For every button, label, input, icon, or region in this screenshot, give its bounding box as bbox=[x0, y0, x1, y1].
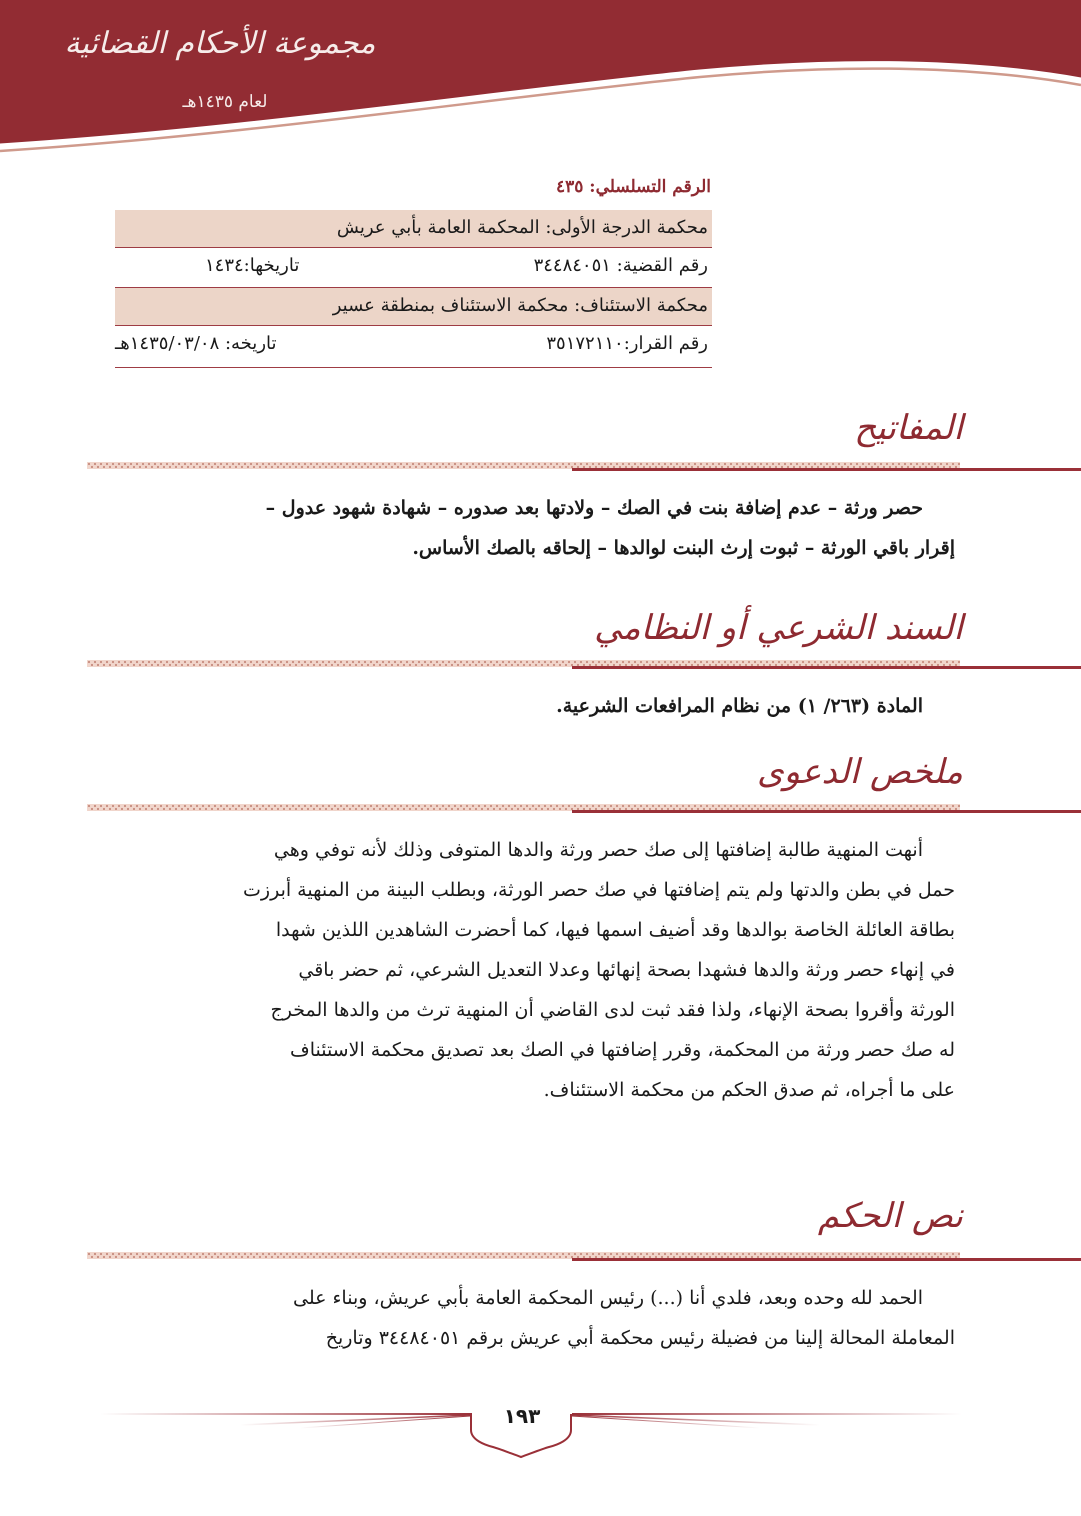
divider-line bbox=[572, 666, 1081, 669]
text-line: حصر ورثة – عدم إضافة بنت في الصك – ولادتها بعد صدوره – شهادة شهود عدول – bbox=[265, 497, 923, 519]
case-number: رقم القضية: ٣٤٤٨٤٠٥١ bbox=[533, 255, 708, 276]
page-number: ١٩٣ bbox=[503, 1404, 541, 1428]
serial-number: الرقم التسلسلي: ٤٣٥ bbox=[555, 177, 711, 197]
text-line: إقرار باقي الورثة – ثبوت إرث البنت لوالدها – إلحاقه بالصك الأساس. bbox=[412, 537, 955, 559]
judgment-text bbox=[85, 1278, 955, 1358]
text-line: المعاملة المحالة إلينا من فضيلة رئيس محكمة أبي عريش برقم ٣٤٤٨٤٠٥١ وتاريخ bbox=[325, 1327, 955, 1349]
keywords-heading: المفاتيح bbox=[854, 408, 963, 448]
case-date: تاريخها:١٤٣٤ bbox=[205, 255, 300, 276]
text-line: حمل في بطن والدتها ولم يتم إضافتها في صك حصر الورثة، وبطلب البينة من المنهية أبرزت bbox=[243, 879, 955, 901]
footer-flourish bbox=[240, 1415, 470, 1425]
summary-heading: ملخص الدعوى bbox=[757, 752, 963, 792]
judgment-heading: نص الحكم bbox=[817, 1196, 963, 1236]
legal-basis-text bbox=[85, 686, 955, 726]
section-divider bbox=[0, 804, 1081, 814]
text-line: له صك حصر ورثة من المحكمة، وقرر إضافتها في الصك بعد تصديق محكمة الاستئناف bbox=[290, 1039, 955, 1061]
text-line: المادة (٢٦٣/ ١) من نظام المرافعات الشرعية. bbox=[556, 695, 923, 717]
footer-line-left bbox=[100, 1413, 472, 1415]
decision-row bbox=[115, 326, 712, 368]
divider-line bbox=[572, 1258, 1081, 1261]
text-line: أنهت المنهية طالبة إضافتها إلى صك حصر ورثة والدها المتوفى وذلك لأنه توفي وهي bbox=[273, 839, 923, 861]
footer-line-right bbox=[572, 1413, 962, 1415]
appeal-court-row bbox=[115, 288, 712, 326]
text-line: الورثة وأقروا بصحة الإنهاء، ولذا فقد ثبت لدى القاضي أن المنهية ترث من والدها المخرج bbox=[270, 999, 955, 1021]
keywords-text bbox=[85, 488, 955, 568]
case-number-row bbox=[115, 248, 712, 288]
text-line: بطاقة العائلة الخاصة بوالدها وقد أضيف اسمها فيها، كما أحضرت الشاهدين اللذين شهدا bbox=[275, 919, 955, 941]
appeal-court: محكمة الاستئناف: محكمة الاستئناف بمنطقة عسير bbox=[332, 295, 708, 316]
section-divider bbox=[0, 660, 1081, 670]
section-divider bbox=[0, 462, 1081, 472]
text-line: على ما أجراه، ثم صدق الحكم من محكمة الاستئناف. bbox=[543, 1079, 955, 1101]
divider-line bbox=[572, 810, 1081, 813]
section-divider bbox=[0, 1252, 1081, 1262]
header-title: مجموعة الأحكام القضائية bbox=[64, 26, 376, 61]
text-line: في إنهاء حصر ورثة والدها فشهدا بصحة إنهائها وعدلا التعديل الشرعي، ثم حضر باقي bbox=[298, 959, 955, 981]
legal-basis-heading: السند الشرعي أو النظامي bbox=[594, 608, 963, 648]
text-line: الحمد لله وحده وبعد، فلدي أنا (...) رئيس المحكمة العامة بأبي عريش، وبناء على bbox=[292, 1287, 923, 1309]
first-court: محكمة الدرجة الأولى: المحكمة العامة بأبي عريش bbox=[336, 217, 708, 238]
first-court-row bbox=[115, 210, 712, 248]
decision-number: رقم القرار:٣٥١٧٢١١٠ bbox=[546, 333, 708, 354]
header-year: لعام ١٤٣٥هـ bbox=[182, 92, 268, 112]
summary-text bbox=[85, 830, 955, 1110]
divider-line bbox=[572, 468, 1081, 471]
decision-date: تاريخه: ١٤٣٥/٠٣/٠٨هـ bbox=[115, 333, 277, 354]
case-info-box bbox=[115, 210, 712, 368]
